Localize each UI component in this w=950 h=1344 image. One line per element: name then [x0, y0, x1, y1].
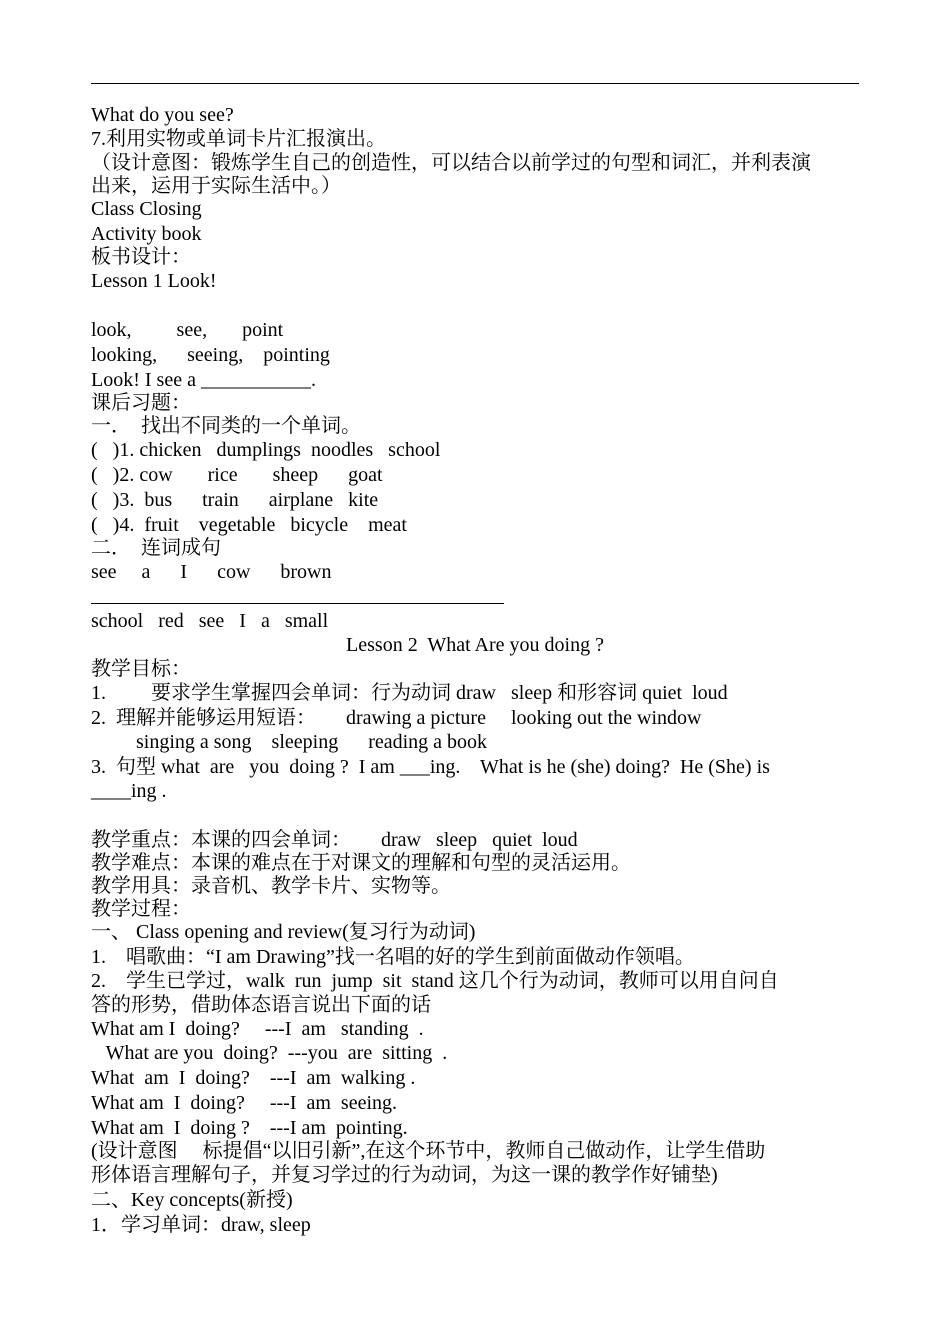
text-line: look, see, point [91, 319, 284, 341]
text-line: 1. 唱歌曲：“I am Drawing”找一名唱的好的学生到前面做动作领唱。 [91, 946, 695, 968]
lesson1-title: Lesson 1 Look! [91, 270, 217, 292]
text-line: 1. 要求学生掌握四会单词：行为动词 draw sleep 和形容词 quiet loud [91, 682, 728, 704]
text-line: 板书设计： [91, 246, 191, 268]
text-line: looking, seeing, pointing [91, 344, 330, 366]
text-line: (设计意图 标提倡“以旧引新”,在这个环节中，教师自己做动作，让学生借助 [91, 1140, 766, 1162]
text-line: Activity book [91, 223, 202, 245]
exercise-item: ( )3. bus train airplane kite [91, 489, 379, 511]
text-line: 课后习题： [91, 392, 191, 414]
dialogue-line: What am I doing? ---I am seeing. [91, 1092, 398, 1114]
dialogue-line: What are you doing? ---you are sitting . [91, 1042, 448, 1064]
text-line: ____ing . [91, 780, 167, 802]
text-line: 二、Key concepts(新授) [91, 1189, 293, 1211]
text-line: 7.利用实物或单词卡片汇报演出。 [91, 128, 386, 150]
text-line: school red see I a small [91, 610, 329, 632]
text-line: （设计意图：锻炼学生自己的创造性，可以结合以前学过的句型和词汇，并利表演 [91, 152, 811, 174]
text-line: Look! I see a ___________. [91, 369, 316, 391]
text-line: 教学过程： [91, 898, 191, 920]
text-line: 2. 理解并能够运用短语： drawing a picture looking out the window [91, 707, 702, 729]
text-line: 一、 Class opening and review(复习行为动词) [91, 921, 476, 943]
text-line: 二． 连词成句 [91, 537, 221, 559]
lesson2-title: Lesson 2 What Are you doing ? [346, 634, 604, 656]
text-line: 答的形势，借助体态语言说出下面的话 [91, 994, 431, 1016]
text-line: 形体语言理解句子，并复习学过的行为动词，为这一课的教学作好铺垫) [91, 1164, 718, 1186]
exercise-item: ( )2. cow rice sheep goat [91, 464, 383, 486]
text-line: singing a song sleeping reading a book [91, 731, 488, 753]
header-rule [91, 83, 859, 84]
text-line: 教学重点：本课的四会单词： draw sleep quiet loud [91, 829, 578, 851]
text-line: 2. 学生已学过，walk run jump sit stand 这几个行为动词，教师可以用自问自 [91, 970, 779, 992]
text-line: What do you see? [91, 104, 234, 126]
text-line: see a I cow brown [91, 561, 332, 583]
text-line: 3. 句型 what are you doing ? I am ___ing. What is he (she) doing? He (She) is [91, 756, 770, 778]
exercise-item: ( )1. chicken dumplings noodles school [91, 439, 441, 461]
dialogue-line: What am I doing ? ---I am pointing. [91, 1117, 408, 1139]
dialogue-line: What am I doing? ---I am standing . [91, 1018, 424, 1040]
exercise-item: ( )4. fruit vegetable bicycle meat [91, 514, 407, 536]
text-line: 出来，运用于实际生活中。） [91, 175, 341, 197]
text-line: 教学目标： [91, 658, 191, 680]
text-line: Class Closing [91, 198, 202, 220]
text-line: 教学难点：本课的难点在于对课文的理解和句型的灵活运用。 [91, 852, 631, 874]
answer-blank-line [91, 603, 504, 604]
text-line: 一． 找出不同类的一个单词。 [91, 415, 361, 437]
text-line: 1．学习单词：draw, sleep [91, 1214, 311, 1236]
text-line: 教学用具：录音机、教学卡片、实物等。 [91, 875, 451, 897]
dialogue-line: What am I doing? ---I am walking . [91, 1067, 416, 1089]
